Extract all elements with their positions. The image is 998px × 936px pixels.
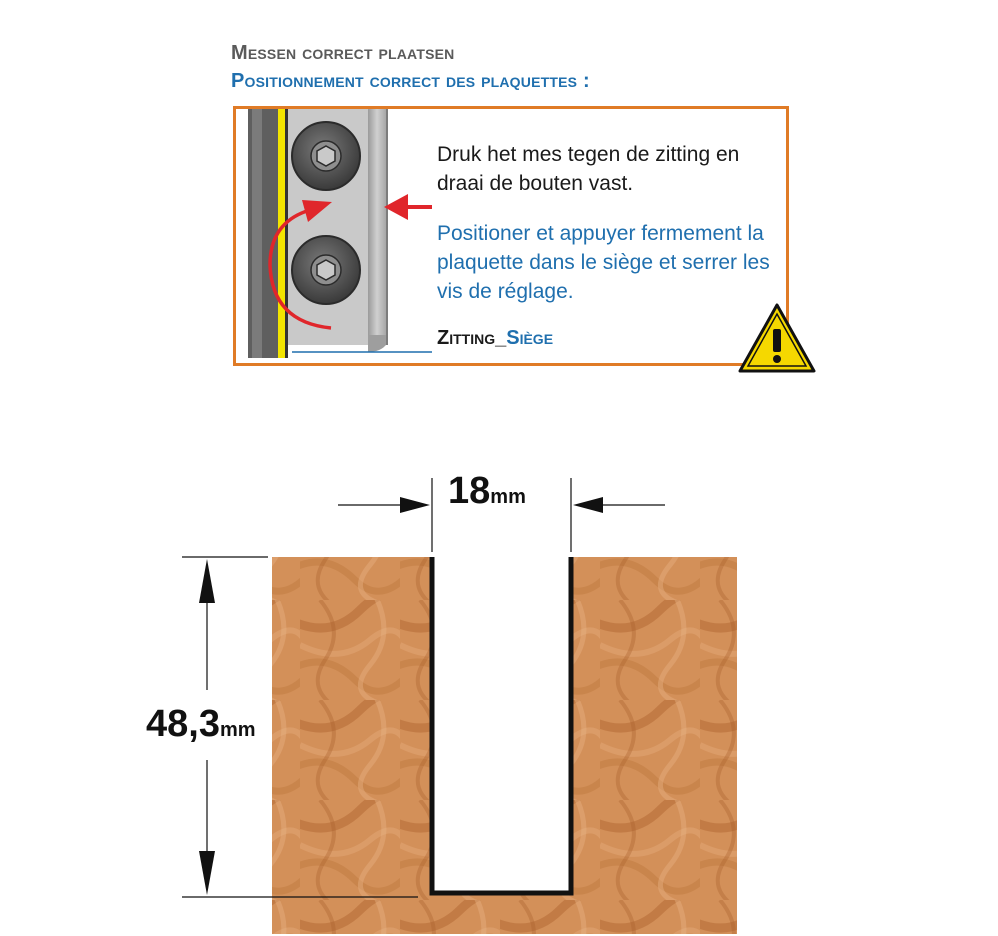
- seat-label: [437, 327, 553, 350]
- warning-icon: [740, 305, 814, 371]
- cutter-head-illustration: [248, 109, 432, 358]
- depth-unit: mm: [219, 719, 256, 741]
- title-dutch: Messen correct plaatsen: [231, 42, 455, 64]
- knife-line: [285, 109, 288, 358]
- hex-bolt-icon: [292, 122, 360, 190]
- width-dimension-label: [448, 470, 526, 513]
- depth-dimension-label: [146, 703, 256, 746]
- groove-profile: [272, 557, 737, 934]
- hex-bolt-icon: [292, 236, 360, 304]
- cutter-body-highlight: [252, 109, 262, 358]
- seat-edge: [386, 109, 388, 345]
- seat-label-french: Siège: [506, 327, 554, 349]
- depth-value: 48,3: [146, 703, 220, 745]
- seat-label-dutch: Zitting_: [437, 327, 507, 349]
- width-unit: mm: [490, 486, 526, 508]
- title-french: Positionnement correct des plaquettes :: [231, 70, 590, 92]
- arrow-up-icon: [199, 559, 215, 603]
- instruction-french: Positioner et appuyer fermement la plaquette dans le siège et serrer les vis de réglage.: [437, 222, 770, 303]
- seat-wedge-base: [368, 335, 386, 352]
- instruction-dutch: Druk het mes tegen de zitting en draai de bouten vast.: [437, 143, 740, 195]
- seat-wedge: [368, 109, 386, 335]
- arrow-right-icon: [400, 497, 430, 513]
- arrow-down-icon: [199, 851, 215, 895]
- arrow-left-icon: [573, 497, 603, 513]
- width-value: 18: [448, 470, 491, 512]
- push-arrow-icon: [384, 194, 432, 220]
- groove-cut: [430, 557, 572, 893]
